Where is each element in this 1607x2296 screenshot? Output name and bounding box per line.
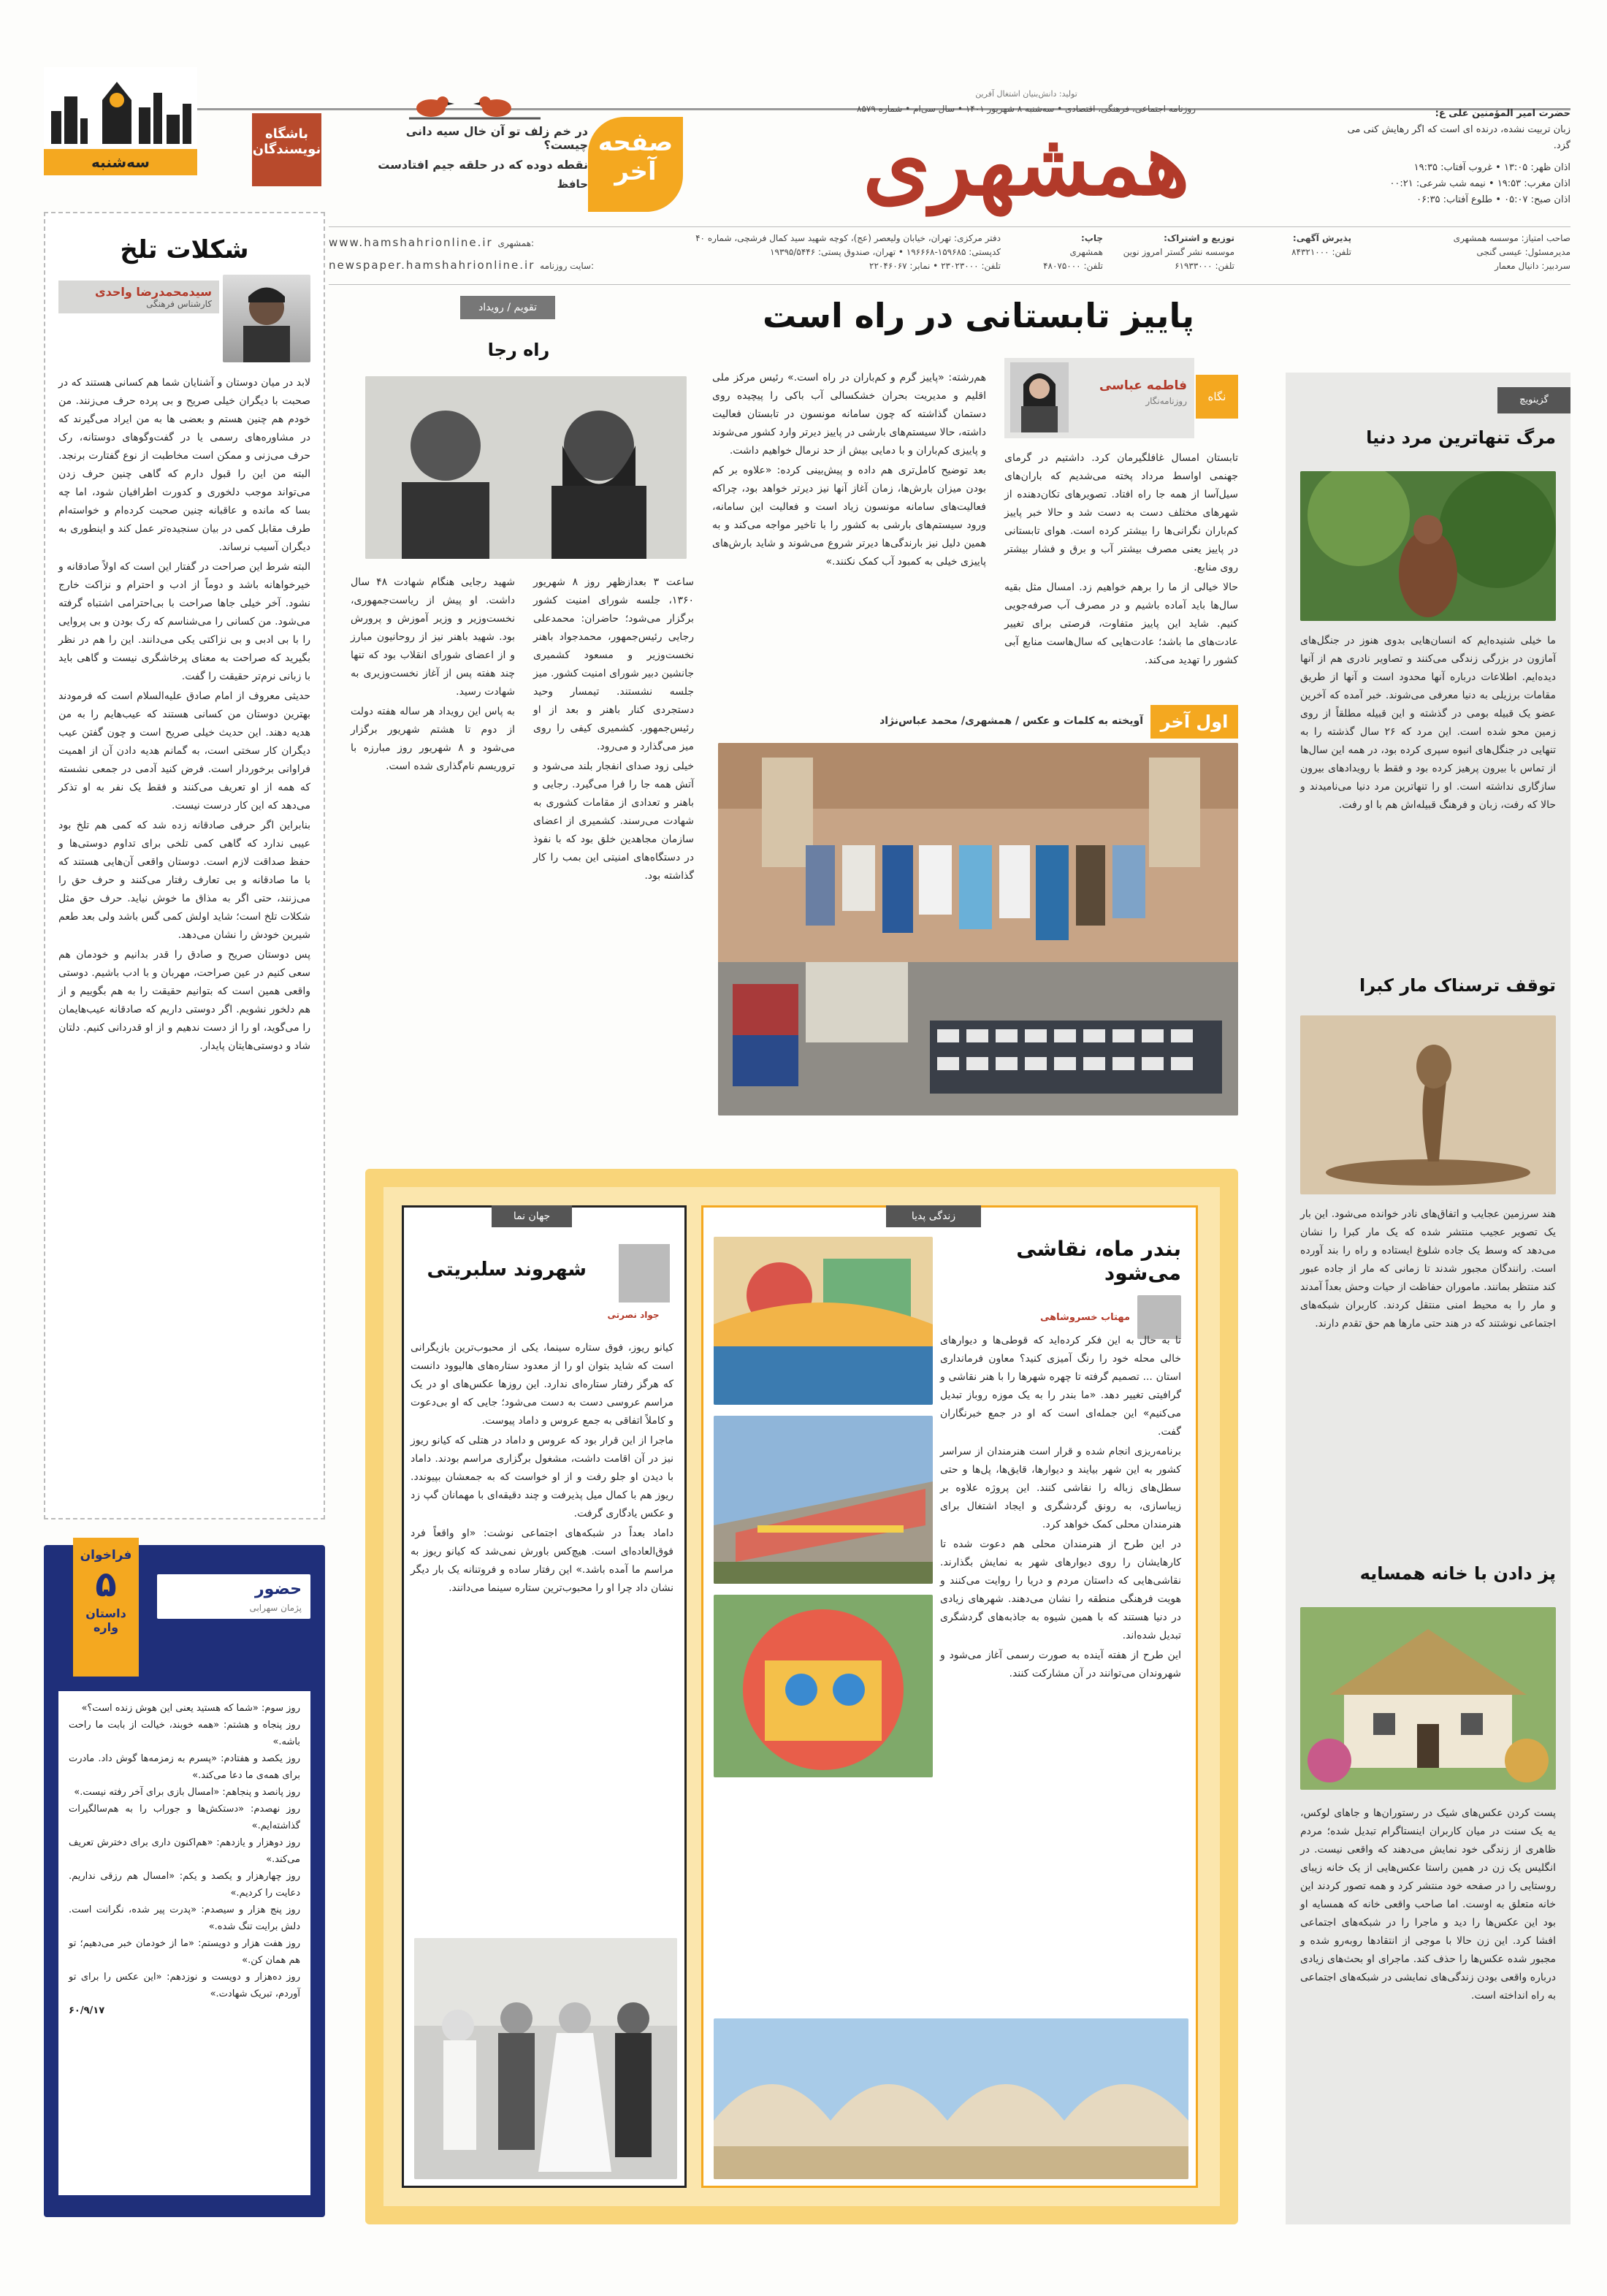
taqvim-title: راه رجا [487, 340, 550, 360]
left-author-role: کارشناس فرهنگی [146, 299, 212, 309]
club-box [252, 113, 321, 186]
main-paragraph: تابستان امسال غافلگیرمان کرد. داشتیم در گرمای جهنمی اواسط مرداد پخته می‌شدیم که باران‌های سیل‌آسا از همه جا راه افتاد. تصویرهای تکان‌دهنده از شهرهای مختلف دست به دست شد و حالا خبر پاییز کم‌باران نگرانی‌ها را بیشتر کرده است. هوای تابستانی در پاییز یعنی مصرف بیشتر آب و برق و فشار بیشتر روی منابع. [1004, 452, 1238, 573]
poem-block [369, 124, 588, 212]
left-paragraph: بنابراین اگر حرفی صادقانه زده شد که کمی هم تلخ بود عیبی ندارد که گاهی کمی تلخی برای تداوم دوستی‌ها و حفظ صداقت لازم است. دوستان واقعی آن‌هایی هستند که با ما صادقانه و بی تعارف رفتار می‌کنند و حرف حق را می‌زنند، حتی اگر به مذاق ما خوش نیاید. حرف حق مثل شکلات تلخ است؛ شاید اولش کمی گس باشد ولی بعد طعم شیرین خودش را نشان می‌دهد. [58, 820, 310, 941]
poem-author: حافظ [557, 178, 588, 191]
print-tel: تلفن: ۴۸۰۷۵۰۰۰ [1043, 261, 1103, 271]
graffiti-photo-1 [714, 1237, 933, 1405]
main-author-box [1004, 358, 1194, 438]
site2-link[interactable]: newspaper.hamshahrionline.ir [329, 259, 535, 272]
sec2-author-avatar [619, 1244, 670, 1303]
left-paragraph: حدیثی معروف از امام صادق علیه‌السلام است که فرمودند بهترین دوستان من کسانی هستند که عیب‌هایم را به من هدیه دهند. این حدیث خیلی صریح است و چون گفتن عیب دیگران کار سختی است، به گمانم هدیه دادن آن از اهمیت فراوانی برخوردار است. فرض کنید آدمی در جمعی نشسته که همه از او تعریف می‌کنند و فقط یک نفر به او تذکر می‌دهد که این کار درست نیست. [58, 690, 310, 812]
club-label-1: باشگاه [264, 126, 309, 142]
left-body [58, 374, 310, 1056]
author-avatar [223, 275, 310, 362]
main-title: پاییز تابستانی در راه است [763, 296, 1194, 335]
main-body-right [1004, 449, 1238, 671]
sec2-paragraph: کیانو ریوز، فوق ستاره سینما، یکی از محبوب‌ترین بازیگرانی است که شاید بتوان او را از معدود ستاره‌های هالیوود دانست که هرگز رفتار ستاره‌ای ندارد. این روزها عکس‌های او در یک مراسم عروسی دست به دست می‌شود؛ جایی که او بی‌دعوت و کاملاً اتفاقی به جمع عروس و داماد پیوست. [411, 1342, 673, 1427]
farakhan-label: فراخوان [80, 1548, 132, 1563]
sec1-tag: زندگی پدیا [886, 1205, 981, 1227]
publisher: صاحب امتیاز: موسسه همشهری [1453, 233, 1570, 243]
s3-photo [1300, 1607, 1556, 1790]
masthead-meta: روزنامه اجتماعی، فرهنگی، اقتصادی • سه‌شنبه ۸ شهریور ۱۴۰۱ • سال سی‌ام • شماره ۸۵۷۹ [857, 104, 1196, 114]
main-article [712, 296, 1238, 690]
awal-akhar-label: اول آخر [1150, 705, 1238, 739]
page-tag-bottom: آخر [614, 157, 657, 186]
taqvim-paragraph: شهید رجایی هنگام شهادت ۴۸ سال داشت. او پیش از ریاست‌جمهوری، نخست‌وزیر و وزیر آموزش و پرورش بود. شهید باهنر نیز از روحانیون مبارز و از اعضای شورای انقلاب بود که تنها چند هفته پس از آغاز نخست‌وزیری به شهادت رسید. [351, 576, 515, 698]
farakhan-line: روز چهارهزار و یکصد و یکم: «امسال هم رزقی نداریم. دعایت را کردیم.» [69, 1871, 300, 1899]
manager: مدیرمسئول: عیسی گنجی [1476, 247, 1570, 257]
office-line-3: تلفن: ۲۳۰۲۳۰۰۰ • نمابر: ۲۲۰۴۶۰۶۷ [869, 261, 1001, 271]
s1-photo [1300, 471, 1556, 621]
city-skyline-icon [44, 67, 197, 148]
azan-line-3: اذان صبح: ۰۵:۰۷ • طلوع آفتاب: ۰۶:۳۵ [1416, 194, 1570, 205]
farakhan-date: ۶۰/۹/۱۷ [69, 2005, 105, 2016]
weekday-block [44, 67, 197, 177]
taqvim-paragraph: خیلی زود صدای انفجار بلند می‌شود و آتش همه جا را فرا می‌گیرد. رجایی و باهنر و تعدادی از مقامات کشوری به شهادت می‌رسند. کشمیری از اعضای سازمان مجاهدین خلق بود که با نفوذ در دستگاه‌های امنیتی این بمب را کار گذاشته بود. [533, 760, 694, 882]
farakhan-numeral-icon: ۵ [95, 1564, 117, 1605]
sec1-body [940, 1332, 1181, 1685]
site-link[interactable]: www.hamshahrionline.ir [329, 236, 493, 249]
office-line-2: کدپستی: ۱۵۹۶۸۵-۱۹۶۶۶۸ • تهران، صندوق پستی: ۱۹۳۹۵/۵۴۴۶ [770, 247, 1001, 257]
farakhan-line: روز پانصد و پنجاهم: «امسال بازی برای آخر رفته نیست.» [74, 1787, 300, 1798]
page-tag [588, 117, 683, 212]
farakhan-sub1: داستان [85, 1606, 126, 1620]
main-author: فاطمه عباسی [1099, 378, 1187, 393]
graffiti-photo-2 [714, 1416, 933, 1584]
taqvim-section [351, 296, 694, 1136]
farakhan-body [58, 1691, 310, 2195]
sec1-title: بندر ماه، نقاشی می‌شود [1016, 1237, 1181, 1285]
s2-text: هند سرزمین عجایب و اتفاق‌های نادر خوانده می‌شود. این بار یک تصویر عجیب منتشر شده که یک مار کبرا را نشان می‌دهد که وسط یک جاده شلوغ ایستاده و راه را بند آورده است. رانندگان مجبور شدند تا زمانی که مار از جاده عبور کند منتظر بمانند. ماموران حفاظت از حیات وحش بعداً آمدند و مار را به محیط امنی منتقل کردند. کاربران شبکه‌های اجتماعی نوشتند که در هند حتی مارها هم حق تقدم دارند. [1300, 1208, 1556, 1330]
poem-line-1: در خم زلف تو آن خال سیه دانی چیست؟ [405, 124, 588, 152]
sec2-paragraph: ماجرا از این قرار بود که عروس و داماد در هتلی که کیانو ریوز نیز در آن اقامت داشت، مشغول برگزاری مراسم بودند. داماد با دیدن او جلو رفت و از او خواست که به جمعشان بپیوندد. ریوز هم با کمال میل پذیرفت و چند دقیقه‌ای با مهمانان گپ زد و عکس یادگاری گرفت. [411, 1435, 673, 1519]
masthead-logo: همشهری [863, 113, 1190, 215]
left-paragraph: لابد در میان دوستان و آشنایان شما هم کسانی هستند که در صحبت با دیگران خیلی صریح و بی پرده حرف می‌زنند. من خودم هم چنین هستم و بعضی ها به من ایراد می‌گیرند که در مشاوره‌های رسمی یا در گفت‌وگوهای دوستانه، رک حرف می‌زنی و ممکن است مخاطبت از نوع گفتارت برنجد. البته من این را قبول دارم که گاهی چنین حرف زدن می‌تواند موجب دلخوری و کدورت اطرافیان شود، اما چه بسا که مانده و عاقبانه چنین صحبت کرده‌ام و خواسته‌ام طرف مقابل کمی در بیان سنجیده‌تر عمل کند و اینطوری به دیگران آسیب نرساند. [58, 377, 310, 553]
site-label: همشهری: [497, 238, 535, 248]
bridge-photo [714, 2018, 1188, 2179]
taqvim-photo [365, 376, 687, 559]
farakhan-line: روز پنج هزار و سیصدم: «پدرت پیر شده، نگرانت است. دلش برایت تنگ شده.» [69, 1904, 300, 1932]
s2-photo [1300, 1015, 1556, 1194]
farakhan-title: حضور [255, 1580, 302, 1598]
info-strip [329, 226, 1570, 285]
taqvim-tag: تقویم / رویداد [460, 296, 555, 319]
taqvim-paragraph: ساعت ۳ بعدازظهر روز ۸ شهریور ۱۳۶۰، جلسه شورای امنیت کشور برگزار می‌شود؛ حاضران: محمدعلی رجایی رئیس‌جمهور، محمدجواد باهنر نخست‌وزیر و مسعود کشمیری جانشین دبیر شورای امنیت کشور. میز جلسه نشستند. تیمسار وحید دستجردی کنار باهنر و بعد از او رئیس‌جمهور. کشمیری کیفی را روی میز می‌گذارد و می‌رود. [533, 576, 695, 752]
sec2-tag: جهان نما [492, 1205, 572, 1227]
farakhan-box [44, 1545, 325, 2217]
wedding-photo [414, 1938, 677, 2179]
taqvim-paragraph: به پاس این رویداد هر ساله هفته دولت از دوم تا هشتم شهریور برگزار می‌شود و ۸ شهریور روز مبارزه با تروریسم نام‌گذاری شده است. [351, 706, 516, 772]
site2-label: سایت روزنامه: [540, 261, 595, 271]
sec1-box [701, 1205, 1198, 2188]
awal-akhar-section [712, 705, 1238, 1114]
sec2-author: جواد نصرتی [607, 1310, 660, 1320]
main-body-left [712, 369, 986, 573]
graffiti-photo-3 [714, 1595, 933, 1777]
sec1-paragraph: این طرح از هفته آینده به صورت رسمی آغاز می‌شود و شهروندان می‌توانند در آن مشارکت کنند. [940, 1649, 1181, 1679]
s1-text: ما خیلی شنیده‌ایم که انسان‌هایی بدوی هنوز در جنگل‌های آمازون در بزرگی زندگی می‌کنند و تصاویر نادری هم از آنها دیده‌ایم. اطلاعات درباره آنها محدود است و آنها از طریق مقامات برزیلی به دنیا معرفی می‌شوند. خبر آمده که آخرین عضو یک قبیله بومی در گذشته و این قبیله مطلقاً از روی زمین محو شده است. این مرد که ۲۶ سال گذشته را به تنهایی در جنگل‌های انبوه سپری کرده بود، در همه این سال‌ها از تماس با بیرون پرهیز کرده بود و فقط با رویدادهای بیرون سازگاری نداشته است. او را تنهاترین مرد دنیا می‌نامیدند و حالا که رفت، زبان و فرهنگ قبیله‌اش هم با او رفت. [1300, 635, 1556, 811]
ads-tel: تلفن: ۸۴۳۲۱۰۰۰ [1291, 247, 1351, 257]
farakhan-sub2: واره [93, 1620, 119, 1634]
hadith-block [1344, 106, 1570, 223]
masthead-founder: تولید: دانش‌بنیان اشتغال آفرین [975, 89, 1077, 99]
ads-label: پذیرش آگهی: [1292, 233, 1351, 243]
farakhan-line: روز سوم: «شما که هستید یعنی این هوش زنده است؟» [81, 1703, 300, 1714]
main-paragraph: هم‌رشته: «پاییز گرم و کم‌باران در راه است.» رئیس مرکز ملی اقلیم و مدیریت بحران خشکسالی آب باکی را پیچیده روی دستمان گذاشته که چون سامانه مونسون در تابستان فعالیت داشته، حالا سیستم‌های بارشی در پاییز دیرتر وارد کشور می‌شوند و پاییزی کم‌باران و با دمایی بیش از حد نرمال خواهیم داشت. [712, 372, 986, 457]
left-paragraph: پس دوستان صریح و صادق را قدر بدانیم و خودمان هم سعی کنیم در عین صراحت، مهربان و با ادب باشیم. دوستی واقعی همین است که بتوانیم حقیقت را به هم بگوییم و از هم دلخور نشویم. اگر دوستی داریم که صادقانه عیب‌هایمان را می‌گوید، او را از دست ندهیم و از او قدردانی کنیم. دلتان شاد و دوستی‌هایتان پایدار. [58, 949, 310, 1052]
sec2-title: شهروند سلبریتی [427, 1259, 587, 1281]
left-column [44, 212, 325, 1519]
farakhan-line: روز پنجاه و هشتم: «همه خوبند، خیالت از بابت ما راحت باشه.» [69, 1720, 300, 1747]
farakhan-author: پژمان سهرابی [249, 1603, 302, 1613]
dist-tel: تلفن: ۶۱۹۳۳۰۰۰ [1175, 261, 1234, 271]
main-paragraph: حالا خیالی از ما را برهم خواهیم زد. امسال مثل بقیه سال‌ها باید آماده باشیم و در مصرف آب صرفه‌جویی کنیم. شاید این پاییز متفاوت، فرصتی برای تغییر عادت‌های ما باشد؛ عادت‌هایی که سال‌هاست منابع آبی کشور را تهدید می‌کند. [1004, 581, 1238, 666]
s1-title: مرگ تنهاترین مرد دنیا [1366, 427, 1556, 448]
dist-label: توزیع و اشتراک: [1164, 233, 1234, 243]
right-column [1286, 373, 1570, 2224]
s3-title: پز دادن با خانه همسایه [1359, 1563, 1556, 1584]
farakhan-line: روز نهصدم: «دستکش‌ها و جوراب را به هم‌سالگیرات گذاشته‌ایم.» [69, 1804, 300, 1831]
editor: سردبیر: دانیال معمار [1495, 261, 1570, 271]
sec2-box [402, 1205, 687, 2188]
left-paragraph: البته شرط این صراحت در گفتار این است که اولاً صادقانه و خیرخواهانه باشد و دوماً از ادب و احترام و نزاکت خارج نشود. آخر خیلی جاها صراحت با بی‌احترامی اشتباه گرفته می‌شود. من کسانی را می‌شناسم که رک بودن و بی پروایی را با بی ادبی و بی نزاکتی یکی می‌دانند. این را هم در نظر بگیرید که صراحت به معنای پرخاشگری نیست و گاهی باید با زبانی نرم‌تر حقیقت را گفت. [58, 561, 310, 682]
yellow-feature [365, 1169, 1238, 2224]
main-author-avatar [1010, 362, 1069, 432]
azan-line-1: اذان ظهر: ۱۳:۰۵ • غروب آفتاب: ۱۹:۳۵ [1413, 162, 1570, 173]
sec2-body [411, 1339, 673, 1599]
office-line-1: دفتر مرکزی: تهران، خیابان ولیعصر (عج)، کوچه شهید سید کمال فرشچی، شماره ۴۰ [695, 233, 1001, 243]
right-tag: گزینویچ [1497, 387, 1570, 413]
farakhan-line: روز ده‌هزار و دویست و نوزدهم: «این عکس را برای تو آوردم، تبریک شهادت.» [69, 1972, 300, 1999]
left-title: شکلات تلخ [120, 235, 249, 264]
main-author-role: روزنامه‌نگار [1145, 396, 1187, 406]
s2-title: توقف ترسناک مار کبرا [1359, 975, 1556, 996]
print-label: چاپ: [1080, 233, 1103, 243]
main-paragraph: بعد توضیح کامل‌تری هم داده و پیش‌بینی کرده: «علاوه بر کم بودن میزان بارش‌ها، زمان آغاز آنها نیز دیرتر خواهد بود، چراکه فعالیت‌های سامانه مونسون زیاد است و فعالیت این سامانه، ورود سیستم‌های بارشی به کشور را با تاخیر مواجه می‌کند و به همین دلیل نیز بارندگی‌ها دیرتر شروع می‌شوند و شاید بارش‌های پاییزی خیلی به کمبود آب کمک نکنند.» [712, 465, 986, 568]
sec1-paragraph: برنامه‌ریزی انجام شده و قرار است هنرمندان از سراسر کشور به این شهر بیایند و دیوارها، قایق‌ها، پل‌ها و حتی سطل‌های زباله را نقاشی کنند. این پروژه علاوه بر زیباسازی، به رونق گردشگری و ایجاد اشتغال برای هنرمندان محلی کمک خواهد کرد. [940, 1446, 1181, 1530]
page-tag-top: صفحه [598, 128, 673, 157]
taqvim-body-right [533, 573, 694, 887]
farakhan-line: روز دوهزار و یازدهم: «هم‌اکنون داری برای دخترش تعریف می‌کند.» [69, 1837, 300, 1865]
birds-icon [409, 80, 541, 124]
azan-line-2: اذان مغرب: ۱۹:۵۳ • نیمه شب شرعی: ۰۰:۲۱ [1389, 178, 1570, 189]
hadith-text: زبان تربیت نشده، درنده ای است که اگر رهایش کنی می گزد. [1347, 124, 1570, 151]
farakhan-line: روز هفت هزار و دویستم: «ما از خودمان خبر می‌دهیم؛ تو هم همان کن.» [69, 1938, 300, 1966]
print-name: همشهری [1069, 247, 1103, 257]
sec2-paragraph: داماد بعداً در شبکه‌های اجتماعی نوشت: «او واقعاً فرد فوق‌العاده‌ای است. هیچ‌کس باورش نمی‌شد که کیانو ریوز به مراسم ما آمده باشد.» این رفتار ساده و فروتنانه یک بار دیگر نشان داد چرا او را محبوب‌ترین ستاره سینما می‌دانند. [411, 1528, 673, 1594]
weekday-label: سه‌شنبه [44, 149, 197, 175]
farakhan-line: روز یکصد و هفتادم: «پسرم به زمزمه‌ها گوش داد. مادرت برای همه‌ی ما دعا می‌کند.» [69, 1753, 300, 1781]
left-author: سیدمحمدرضا واحدی [94, 285, 212, 299]
taqvim-body-left [351, 573, 515, 777]
dist-org: موسسه نشر گستر امروز نوین [1123, 247, 1234, 257]
sec1-author: مهتاب خسروشاهی [1039, 1311, 1130, 1323]
s3-text: پست کردن عکس‌های شیک در رستوران‌ها و جاهای لوکس، یه یک سنت در میان کاربران اینستاگرام تبدیل شده؛ مردم ظاهری از زندگی خود نمایش می‌دهند که واقعی نیست. در انگلیس یک زن در همین راستا عکس‌هایی از یک خانه زیبای روستایی را در صفحه خود منتشر کرد و همه تصور کردند این خانه متعلق به اوست. اما صاحب واقعی خانه که همسایه او بود این عکس‌ها را دید و ماجرا را در شبکه‌های اجتماعی افشا کرد. این زن حالا با موجی از انتقادها روبه‌رو شده و مجبور شده عکس‌ها را حذف کند. ماجرای او بحث‌های زیادی درباره واقعی بودن زندگی‌های نمایشی در شبکه‌های اجتماعی به راه انداخته است. [1300, 1807, 1556, 2002]
awal-akhar-photo [718, 743, 1238, 1115]
main-kicker: نگاه [1196, 375, 1238, 419]
awal-akhar-credit: آویخته به کلمات و عکس / همشهری/ محمد عباس‌نژاد [879, 715, 1143, 727]
sec1-paragraph: تا به حال به این فکر کرده‌اید که قوطی‌ها و دیوارهای خالی محله خود را رنگ آمیزی کنید؟ معاون فرمانداری استان ... تصمیم گرفته تا چهره شهرها را با هنر نقاشی و گرافیتی تغییر دهد. «ما بندر را به یک موزه روباز تبدیل می‌کنیم» این جمله‌ای است که او در جمع خبرنگاران گفت. [940, 1335, 1181, 1438]
hadith-author: حضرت امیر المؤمنین علی ع: [1435, 108, 1570, 119]
sec1-paragraph: در این طرح از هنرمندان محلی هم دعوت شده تا کارهایشان را روی دیوارهای شهر به نمایش بگذارند. نقاشی‌هایی که داستان مردم و دریا را روایت می‌کنند و هویت فرهنگی منطقه را نشان می‌دهند. شهرهای زیادی در دنیا هستند که با همین شیوه به جاذبه‌های گردشگری تبدیل شده‌اند. [940, 1538, 1181, 1641]
club-label-2: نویسندگان [252, 142, 321, 157]
poem-line-2: نقطه دوده که در حلقه جیم افتادست [378, 158, 588, 172]
